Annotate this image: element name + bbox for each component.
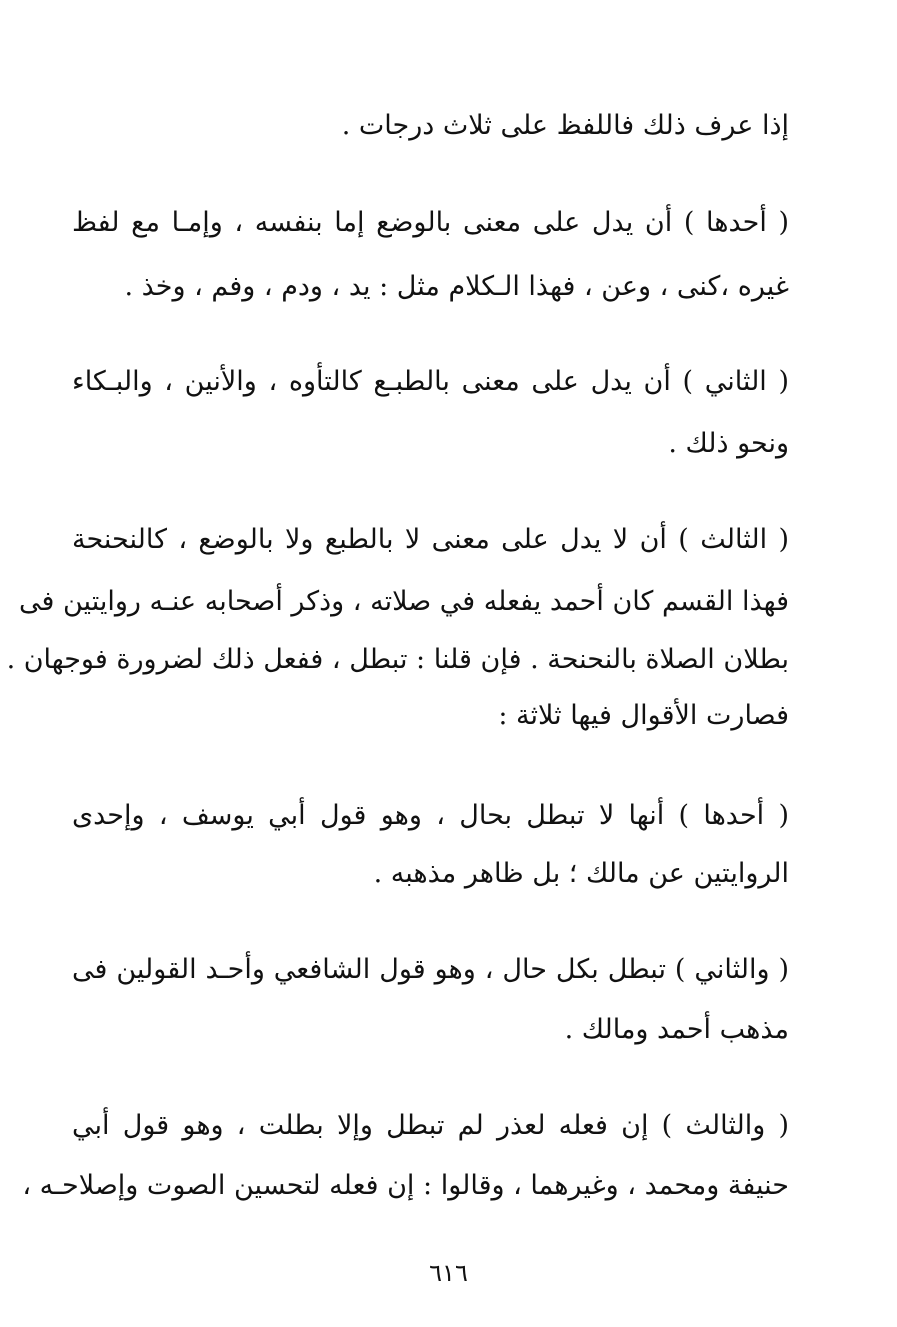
page-number: ٦١٦ bbox=[429, 1259, 468, 1287]
para1-line1: ( أحدها ) أن يدل على معنى بالوضع إما بنفسه ، وإمـا مع لفظ bbox=[72, 207, 789, 238]
para4-line2: الروايتين عن مالك ؛ بل ظاهر مذهبه . bbox=[373, 858, 789, 889]
para3-line4: فصارت الأقوال فيها ثلاثة : bbox=[498, 700, 789, 731]
para6-line1: ( والثالث ) إن فعله لعذر لم تبطل وإلا بطلت ، وهو قول أبي bbox=[72, 1110, 789, 1141]
para5-line1: ( والثاني ) تبطل بكل حال ، وهو قول الشافعي وأحـد القولين فى bbox=[72, 954, 789, 985]
para2-line2: ونحو ذلك . bbox=[668, 428, 789, 459]
para3-line1: ( الثالث ) أن لا يدل على معنى لا بالطبع ولا بالوضع ، كالنحنحة bbox=[72, 524, 789, 555]
para4-line1: ( أحدها ) أنها لا تبطل بحال ، وهو قول أبي يوسف ، وإحدى bbox=[72, 800, 789, 831]
para1-line2: غيره ،كنى ، وعن ، فهذا الـكلام مثل : يد ، ودم ، وفم ، وخذ . bbox=[124, 271, 789, 302]
para5-line2: مذهب أحمد ومالك . bbox=[564, 1014, 789, 1045]
para2-line1: ( الثاني ) أن يدل على معنى بالطبـع كالتأوه ، والأنين ، والبـكاء bbox=[72, 366, 789, 397]
intro-line: إذا عرف ذلك فاللفظ على ثلاث درجات . bbox=[341, 110, 789, 141]
para6-line2: حنيفة ومحمد ، وغيرهما ، وقالوا : إن فعله لتحسين الصوت وإصلاحـه ، bbox=[22, 1170, 789, 1201]
para3-line3: بطلان الصلاة بالنحنحة . فإن قلنا : تبطل ، ففعل ذلك لضرورة فوجهان . bbox=[6, 644, 789, 675]
para3-line2: فهذا القسم كان أحمد يفعله في صلاته ، وذكر أصحابه عنـه روايتين فى bbox=[19, 586, 789, 617]
